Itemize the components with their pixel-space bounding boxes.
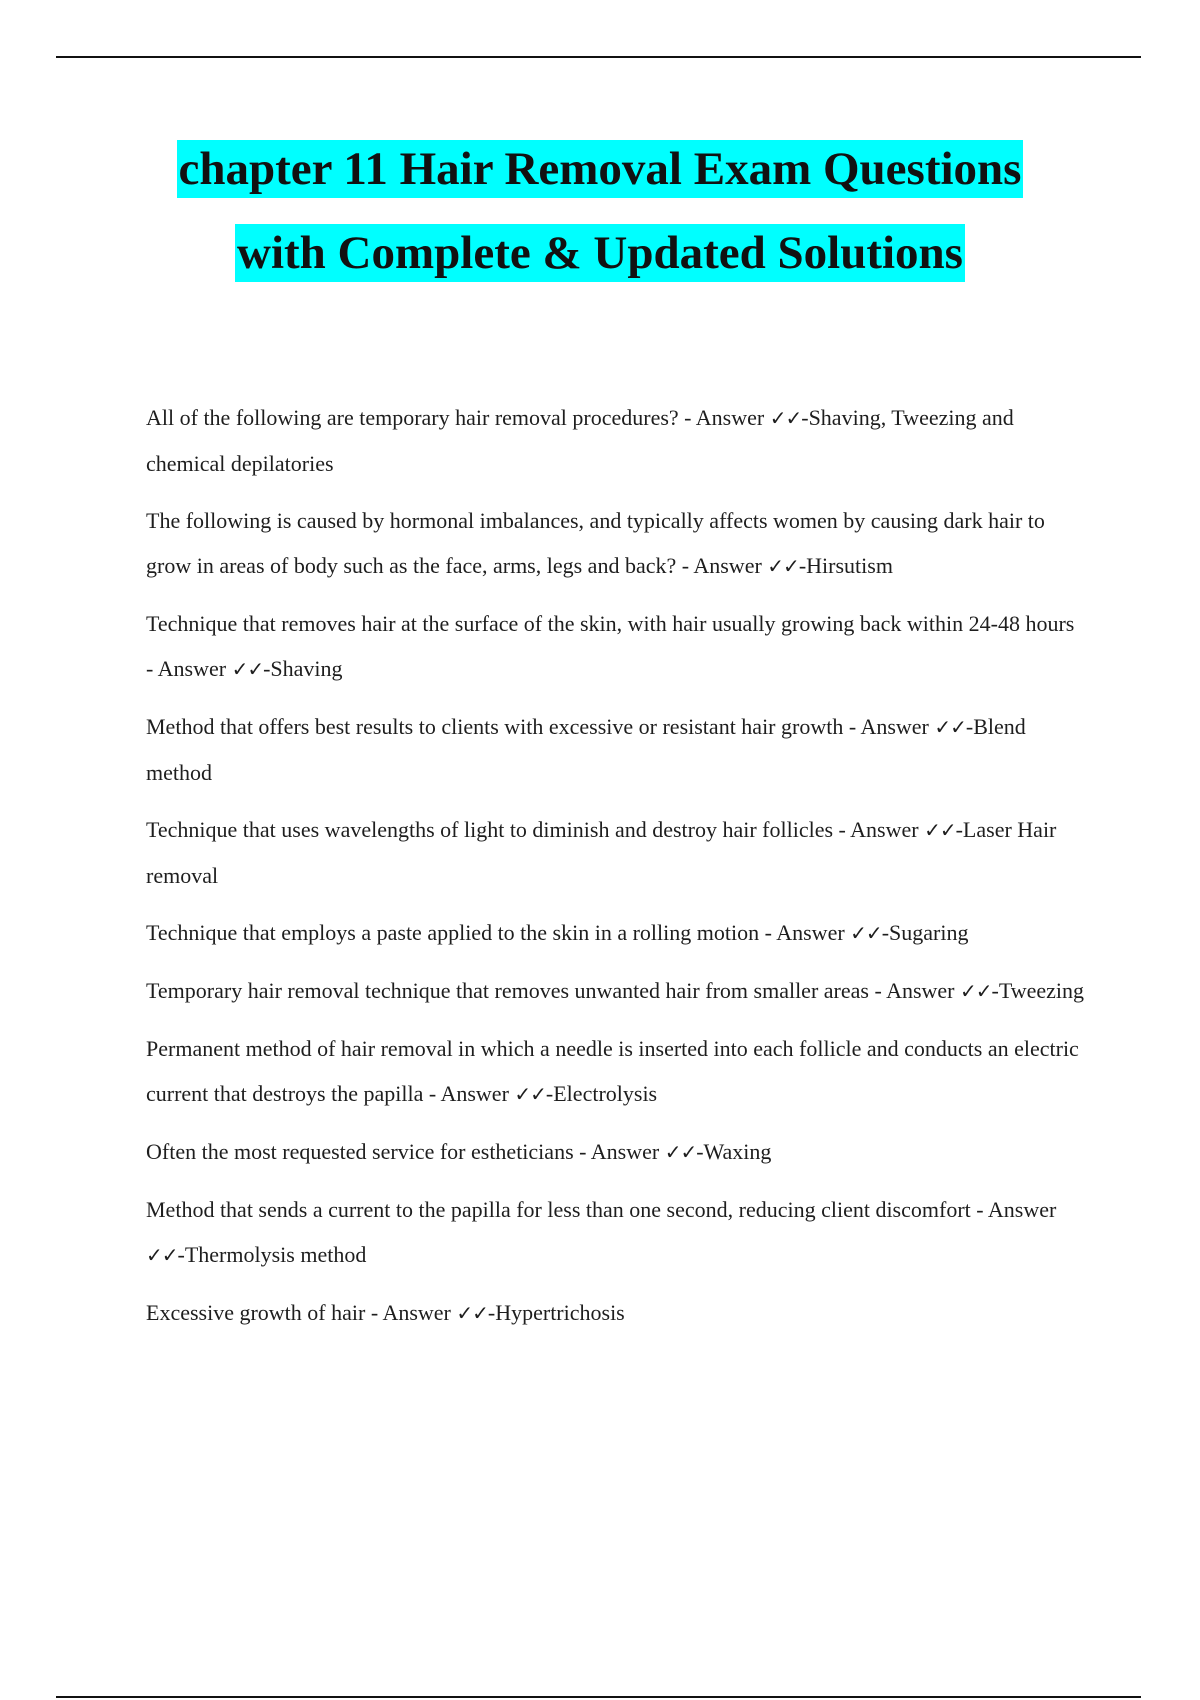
- answer-label: Answer: [590, 1139, 665, 1164]
- top-rule: [56, 56, 1141, 58]
- qa-item: [146, 1026, 1086, 1117]
- question-text: All of the following are temporary hair removal procedures? -: [146, 405, 696, 430]
- bottom-rule: [56, 1696, 1141, 1698]
- answer-text: -Blend method: [146, 714, 1026, 785]
- question-text: Method that sends a current to the papilla for less than one second, reducing client discomfort -: [146, 1197, 988, 1222]
- document-title: [0, 140, 1200, 308]
- double-check-icon: ✓✓: [934, 715, 966, 739]
- title-line-1: chapter 11 Hair Removal Exam Questions: [177, 140, 1024, 198]
- double-check-icon: ✓✓: [514, 1082, 546, 1106]
- double-check-icon: ✓✓: [664, 1140, 697, 1164]
- qa-item: [146, 704, 1086, 795]
- answer-text: -Electrolysis: [545, 1081, 658, 1106]
- double-check-icon: ✓✓: [924, 818, 956, 842]
- double-check-icon: ✓✓: [767, 554, 799, 578]
- question-text: Technique that removes hair at the surface of the skin, with hair usually growing back within 24-48 hours -: [146, 611, 1075, 681]
- answer-label: Answer: [987, 1197, 1057, 1222]
- answer-label: Answer: [776, 920, 851, 945]
- question-text: Excessive growth of hair -: [146, 1300, 383, 1325]
- qa-item: [146, 601, 1086, 692]
- answer-label: Answer: [157, 656, 232, 681]
- answer-text: -Thermolysis method: [177, 1242, 367, 1267]
- answer-label: Answer: [382, 1300, 457, 1325]
- answer-text: -Laser Hair removal: [146, 817, 1057, 888]
- double-check-icon: ✓✓: [456, 1301, 488, 1325]
- answer-label: Answer: [695, 405, 770, 430]
- qa-item: [146, 910, 1086, 956]
- answer-text: -Hypertrichosis: [487, 1300, 625, 1325]
- answer-text: -Hirsutism: [798, 553, 893, 578]
- question-text: Often the most requested service for estheticians -: [146, 1139, 591, 1164]
- double-check-icon: ✓✓: [231, 657, 264, 681]
- double-check-icon: ✓✓: [960, 979, 992, 1003]
- qa-list: [146, 395, 1086, 1348]
- question-text: Method that offers best results to clients with excessive or resistant hair growth -: [146, 714, 861, 739]
- answer-label: Answer: [860, 714, 935, 739]
- title-line-2: with Complete & Updated Solutions: [235, 224, 965, 282]
- qa-item: [146, 807, 1086, 898]
- question-text: Technique that employs a paste applied to the skin in a rolling motion -: [146, 920, 777, 945]
- question-text: Temporary hair removal technique that removes unwanted hair from smaller areas -: [146, 978, 887, 1003]
- answer-text: -Waxing: [696, 1139, 772, 1164]
- question-text: Permanent method of hair removal in which a needle is inserted into each follicle and conducts an electric current that destroys the papilla -: [146, 1036, 1079, 1106]
- qa-item: [146, 968, 1086, 1014]
- answer-text: -Shaving, Tweezing and chemical depilatories: [146, 405, 1014, 476]
- qa-item: [146, 1129, 1086, 1175]
- answer-text: -Shaving: [263, 656, 343, 681]
- qa-item: [146, 498, 1086, 589]
- qa-item: [146, 395, 1086, 486]
- answer-label: Answer: [693, 553, 768, 578]
- qa-item: [146, 1290, 1086, 1336]
- question-text: Technique that uses wavelengths of light to diminish and destroy hair follicles -: [146, 817, 851, 842]
- double-check-icon: ✓✓: [146, 1243, 178, 1267]
- answer-label: Answer: [440, 1081, 515, 1106]
- answer-label: Answer: [850, 817, 925, 842]
- answer-label: Answer: [886, 978, 960, 1003]
- answer-text: -Sugaring: [881, 920, 969, 945]
- double-check-icon: ✓✓: [769, 406, 802, 430]
- answer-text: -Tweezing: [991, 978, 1085, 1003]
- qa-item: [146, 1187, 1086, 1278]
- double-check-icon: ✓✓: [850, 921, 882, 945]
- question-text: The following is caused by hormonal imbalances, and typically affects women by causing dark hair to grow in areas of body such as the face, arms, legs and back? -: [146, 508, 1045, 578]
